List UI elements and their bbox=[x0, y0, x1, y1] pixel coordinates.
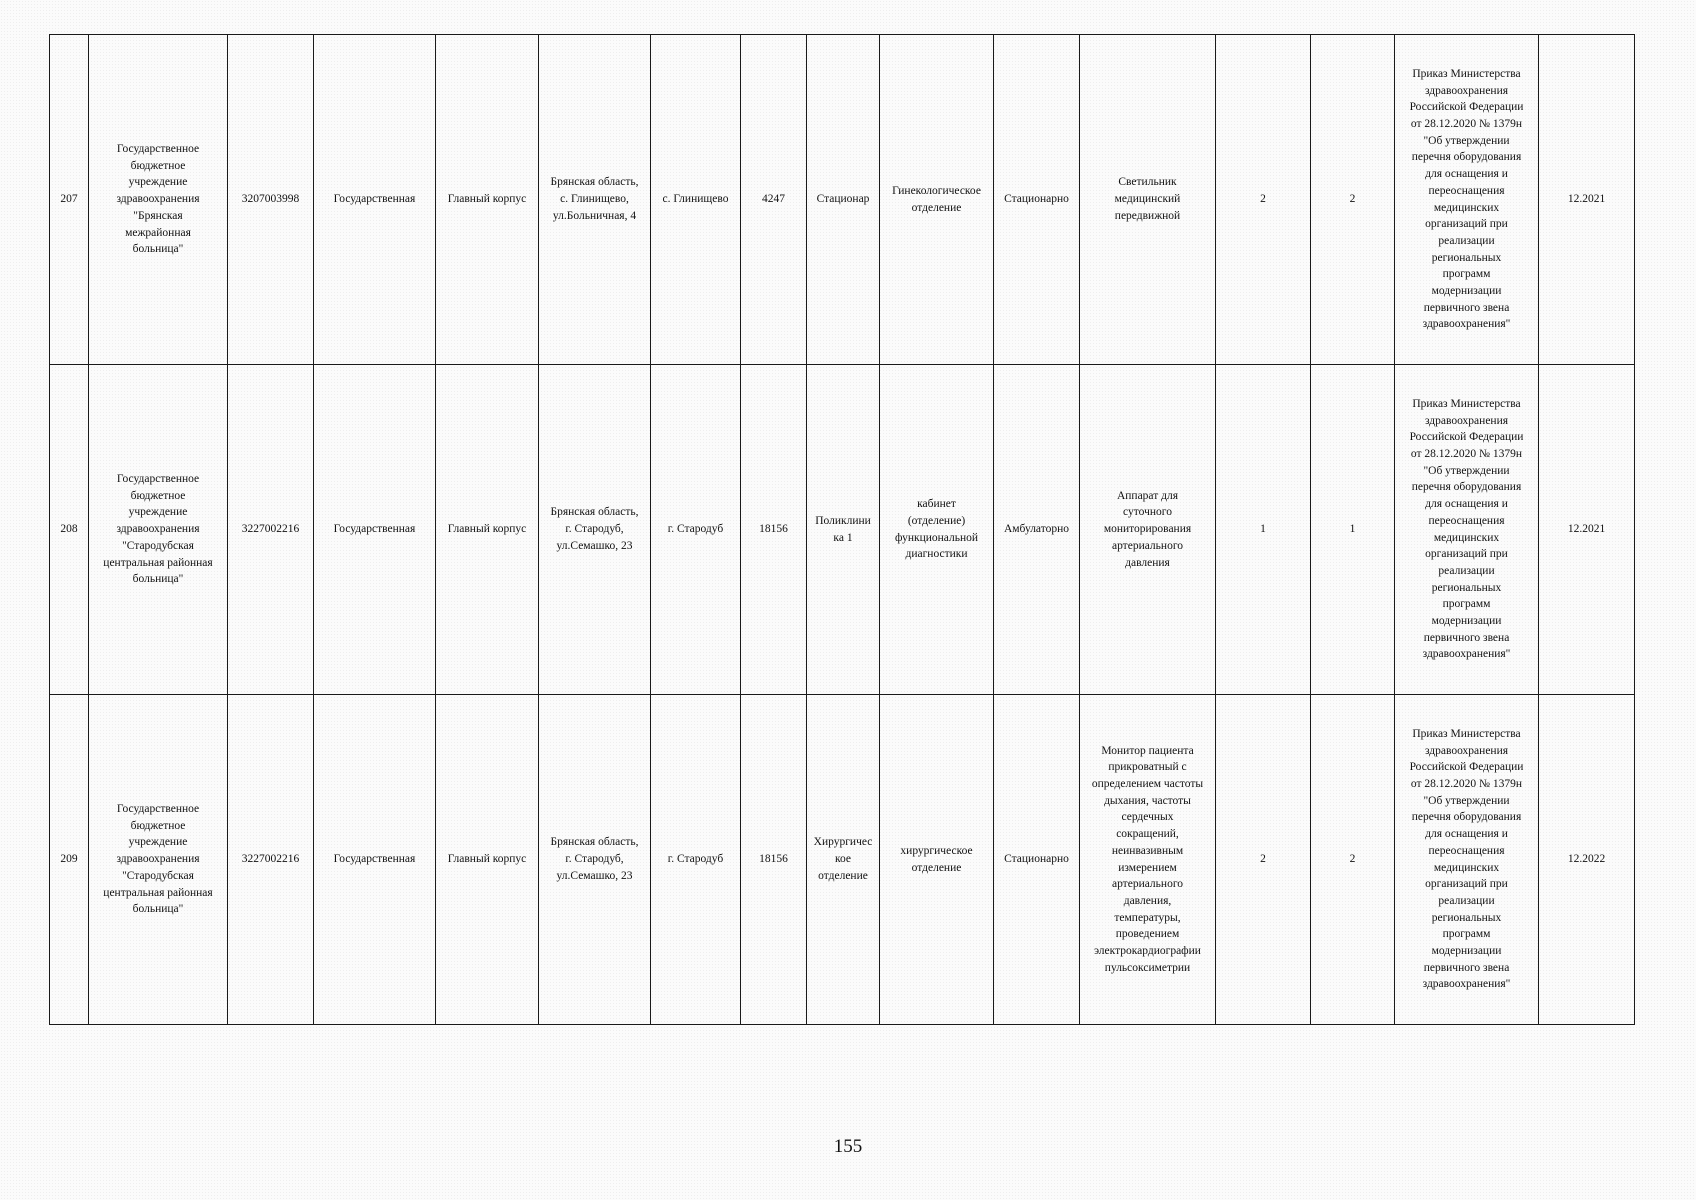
department-cell: хирургическое отделение bbox=[880, 695, 994, 1025]
inn-cell: 3227002216 bbox=[228, 695, 314, 1025]
care-form-cell: Амбулаторно bbox=[994, 365, 1080, 695]
legal-basis-cell: Приказ Министерства здравоохранения Российской Федерации от 28.12.2020 № 1379н "Об утверждении перечня оборудования для оснащения и переоснащения медицинских организаций при реализации региональных программ модернизации первичного звена здравоохранения" bbox=[1395, 35, 1539, 365]
address-cell: Брянская область, г. Стародуб, ул.Семашко, 23 bbox=[539, 695, 651, 1025]
page-number: 155 bbox=[833, 1136, 863, 1157]
locality-cell: г. Стародуб bbox=[651, 365, 741, 695]
ownership-cell: Государственная bbox=[314, 695, 436, 1025]
ownership-cell: Государственная bbox=[314, 35, 436, 365]
unit-cell: Стационар bbox=[807, 35, 880, 365]
equipment-cell: Аппарат для суточного мониторирования артериального давления bbox=[1080, 365, 1216, 695]
building-cell: Главный корпус bbox=[436, 365, 539, 695]
legal-basis-cell: Приказ Министерства здравоохранения Российской Федерации от 28.12.2020 № 1379н "Об утверждении перечня оборудования для оснащения и переоснащения медицинских организаций при реализации региональных программ модернизации первичного звена здравоохранения" bbox=[1395, 365, 1539, 695]
inn-cell: 3227002216 bbox=[228, 365, 314, 695]
table-row bbox=[50, 365, 1635, 695]
legal-basis-cell: Приказ Министерства здравоохранения Российской Федерации от 28.12.2020 № 1379н "Об утверждении перечня оборудования для оснащения и переоснащения медицинских организаций при реализации региональных программ модернизации первичного звена здравоохранения" bbox=[1395, 695, 1539, 1025]
institution-name-cell: Государственное бюджетное учреждение здравоохранения "Стародубская центральная районная больница" bbox=[89, 365, 228, 695]
quantity-cell: 2 bbox=[1216, 35, 1311, 365]
population-cell: 4247 bbox=[741, 35, 807, 365]
inn-cell: 3207003998 bbox=[228, 35, 314, 365]
equipment-cell: Монитор пациента прикроватный с определением частоты дыхания, частоты сердечных сокращений, неинвазивным измерением артериального давления, температуры, проведением электрокардиографии пульсоксиметрии bbox=[1080, 695, 1216, 1025]
equipment-cell: Светильник медицинский передвижной bbox=[1080, 35, 1216, 365]
date-cell: 12.2021 bbox=[1539, 35, 1635, 365]
address-cell: Брянская область, с. Глинищево, ул.Больничная, 4 bbox=[539, 35, 651, 365]
quantity-cell: 1 bbox=[1216, 365, 1311, 695]
locality-cell: с. Глинищево bbox=[651, 35, 741, 365]
department-cell: кабинет (отделение) функциональной диагностики bbox=[880, 365, 994, 695]
quantity-cell: 2 bbox=[1311, 695, 1395, 1025]
building-cell: Главный корпус bbox=[436, 695, 539, 1025]
unit-cell: Хирургичес кое отделение bbox=[807, 695, 880, 1025]
locality-cell: г. Стародуб bbox=[651, 695, 741, 1025]
address-cell: Брянская область, г. Стародуб, ул.Семашко, 23 bbox=[539, 365, 651, 695]
date-cell: 12.2021 bbox=[1539, 365, 1635, 695]
institution-name-cell: Государственное бюджетное учреждение здравоохранения "Стародубская центральная районная больница" bbox=[89, 695, 228, 1025]
department-cell: Гинекологическое отделение bbox=[880, 35, 994, 365]
equipment-register-table bbox=[49, 34, 1635, 1025]
quantity-cell: 2 bbox=[1216, 695, 1311, 1025]
table-row bbox=[50, 35, 1635, 365]
row-number-cell: 209 bbox=[50, 695, 89, 1025]
table-row bbox=[50, 695, 1635, 1025]
unit-cell: Поликлини ка 1 bbox=[807, 365, 880, 695]
quantity-cell: 2 bbox=[1311, 35, 1395, 365]
building-cell: Главный корпус bbox=[436, 35, 539, 365]
population-cell: 18156 bbox=[741, 365, 807, 695]
quantity-cell: 1 bbox=[1311, 365, 1395, 695]
ownership-cell: Государственная bbox=[314, 365, 436, 695]
population-cell: 18156 bbox=[741, 695, 807, 1025]
care-form-cell: Стационарно bbox=[994, 695, 1080, 1025]
care-form-cell: Стационарно bbox=[994, 35, 1080, 365]
date-cell: 12.2022 bbox=[1539, 695, 1635, 1025]
row-number-cell: 207 bbox=[50, 35, 89, 365]
institution-name-cell: Государственное бюджетное учреждение здравоохранения "Брянская межрайонная больница" bbox=[89, 35, 228, 365]
row-number-cell: 208 bbox=[50, 365, 89, 695]
